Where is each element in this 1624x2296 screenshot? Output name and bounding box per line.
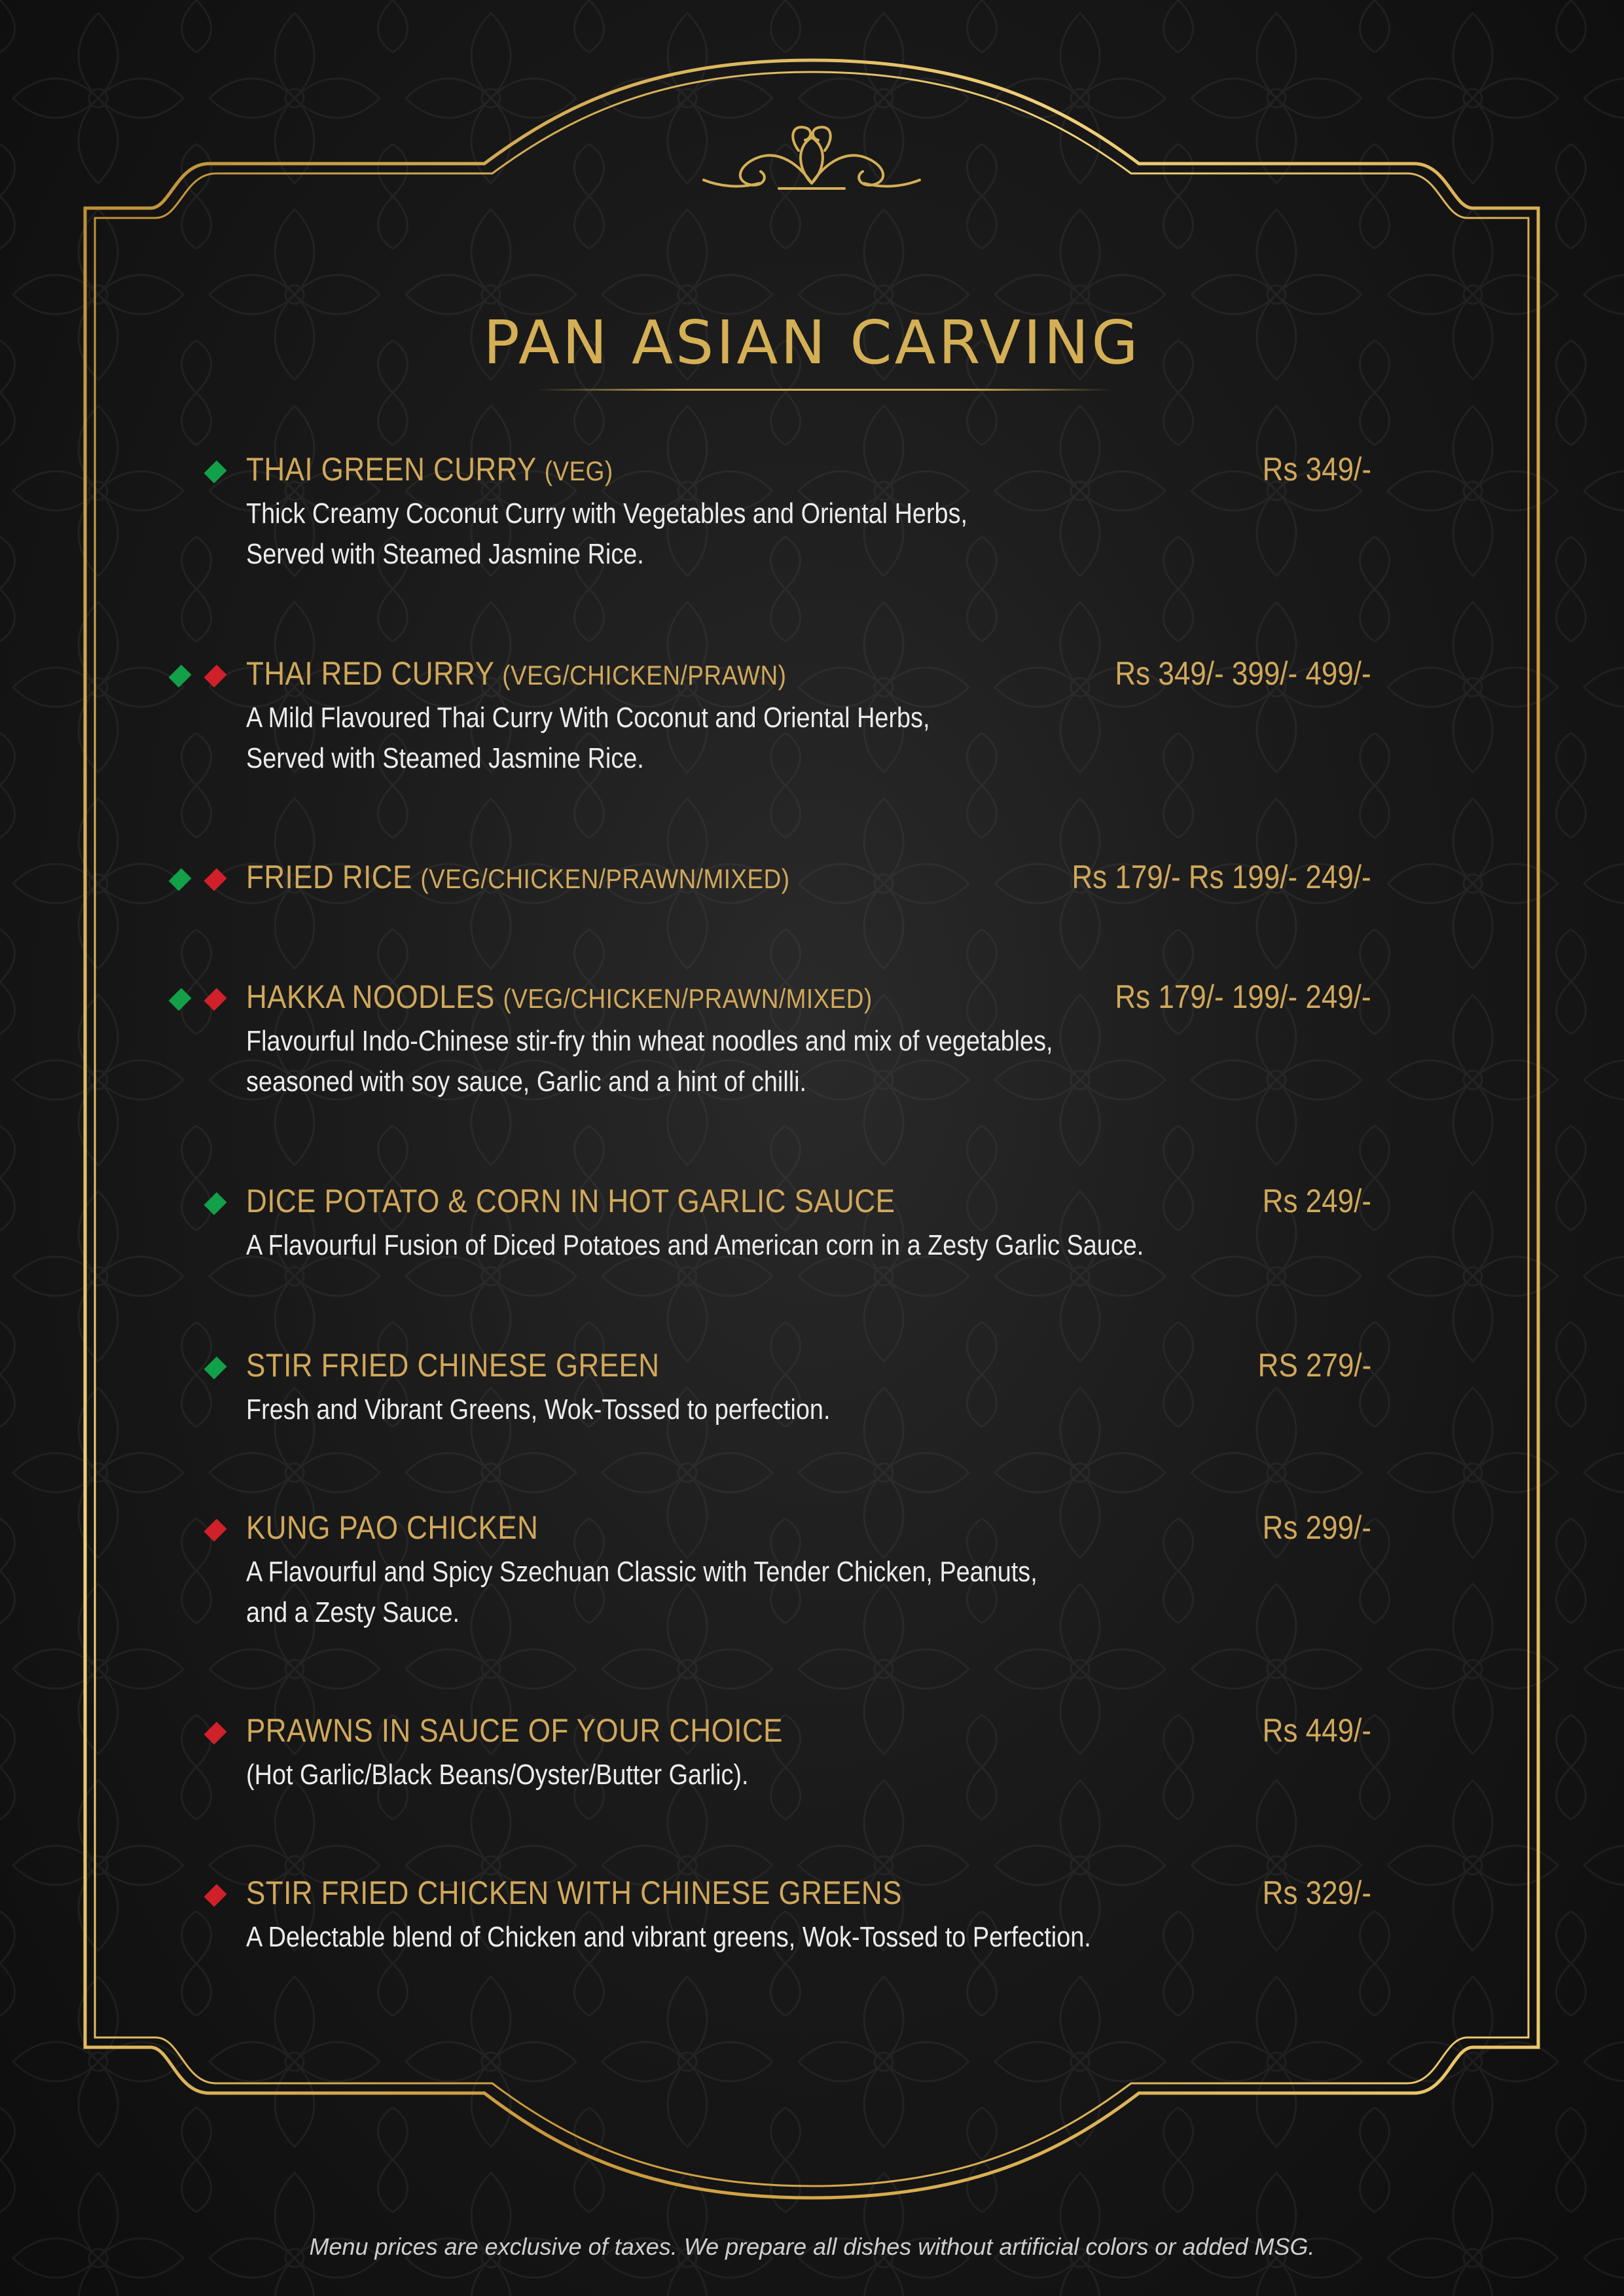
item-name: STIR FRIED CHICKEN WITH CHINESE GREENS [246,1874,902,1911]
item-price: RS 279/- [1257,1347,1371,1384]
menu-title: PAN ASIAN CARVING [483,308,1141,378]
item-name: STIR FRIED CHINESE GREEN [246,1347,660,1384]
item-description: A Mild Flavoured Thai Curry With Coconut and Oriental Herbs, Served with Steamed Jasmine Rice. [246,702,930,774]
item-price: Rs 349/- 399/- 499/- [1115,655,1371,692]
item-price: Rs 449/- [1262,1712,1371,1749]
item-price: Rs 249/- [1262,1183,1371,1219]
item-variant: (VEG/CHICKEN/PRAWN/MIXED) [420,863,790,894]
title-underline [537,389,1113,391]
item-description: (Hot Garlic/Black Beans/Oyster/Butter Garlic). [246,1759,749,1791]
item-price: Rs 179/- 199/- 249/- [1115,978,1371,1015]
item-name: HAKKA NOODLES (VEG/CHICKEN/PRAWN/MIXED) [246,978,873,1015]
item-name: THAI GREEN CURRY (VEG) [246,451,613,488]
item-name: DICE POTATO & CORN IN HOT GARLIC SAUCE [246,1183,895,1219]
item-name: PRAWNS IN SAUCE OF YOUR CHOICE [246,1712,783,1749]
item-description: Flavourful Indo-Chinese stir-fry thin wheat noodles and mix of vegetables, seasoned with soy sauce, Garlic and a hint of chilli. [246,1025,1053,1098]
item-price: Rs 179/- Rs 199/- 249/- [1072,859,1371,895]
flourish-ornament [700,111,923,196]
item-price: Rs 329/- [1262,1874,1371,1911]
item-description: Thick Creamy Coconut Curry with Vegetables and Oriental Herbs, Served with Steamed Jasmine Rice. [246,497,968,570]
item-variant: (VEG/CHICKEN/PRAWN/MIXED) [503,983,873,1014]
item-description: A Flavourful Fusion of Diced Potatoes and American corn in a Zesty Garlic Sauce. [246,1229,1144,1261]
item-price: Rs 299/- [1262,1509,1371,1546]
item-description: Fresh and Vibrant Greens, Wok-Tossed to perfection. [246,1393,831,1426]
item-description: A Delectable blend of Chicken and vibrant greens, Wok-Tossed to Perfection. [246,1921,1091,1953]
item-name: KUNG PAO CHICKEN [246,1509,539,1546]
item-variant: (VEG/CHICKEN/PRAWN) [502,660,787,691]
footer-note: Menu prices are exclusive of taxes. We prepare all dishes without artificial colors or added MSG. [309,2233,1315,2260]
item-name: FRIED RICE (VEG/CHICKEN/PRAWN/MIXED) [246,859,790,895]
item-name: THAI RED CURRY (VEG/CHICKEN/PRAWN) [246,655,787,692]
item-description: A Flavourful and Spicy Szechuan Classic with Tender Chicken, Peanuts, and a Zesty Sauce. [246,1556,1038,1628]
item-variant: (VEG) [544,456,613,486]
item-price: Rs 349/- [1262,451,1371,488]
